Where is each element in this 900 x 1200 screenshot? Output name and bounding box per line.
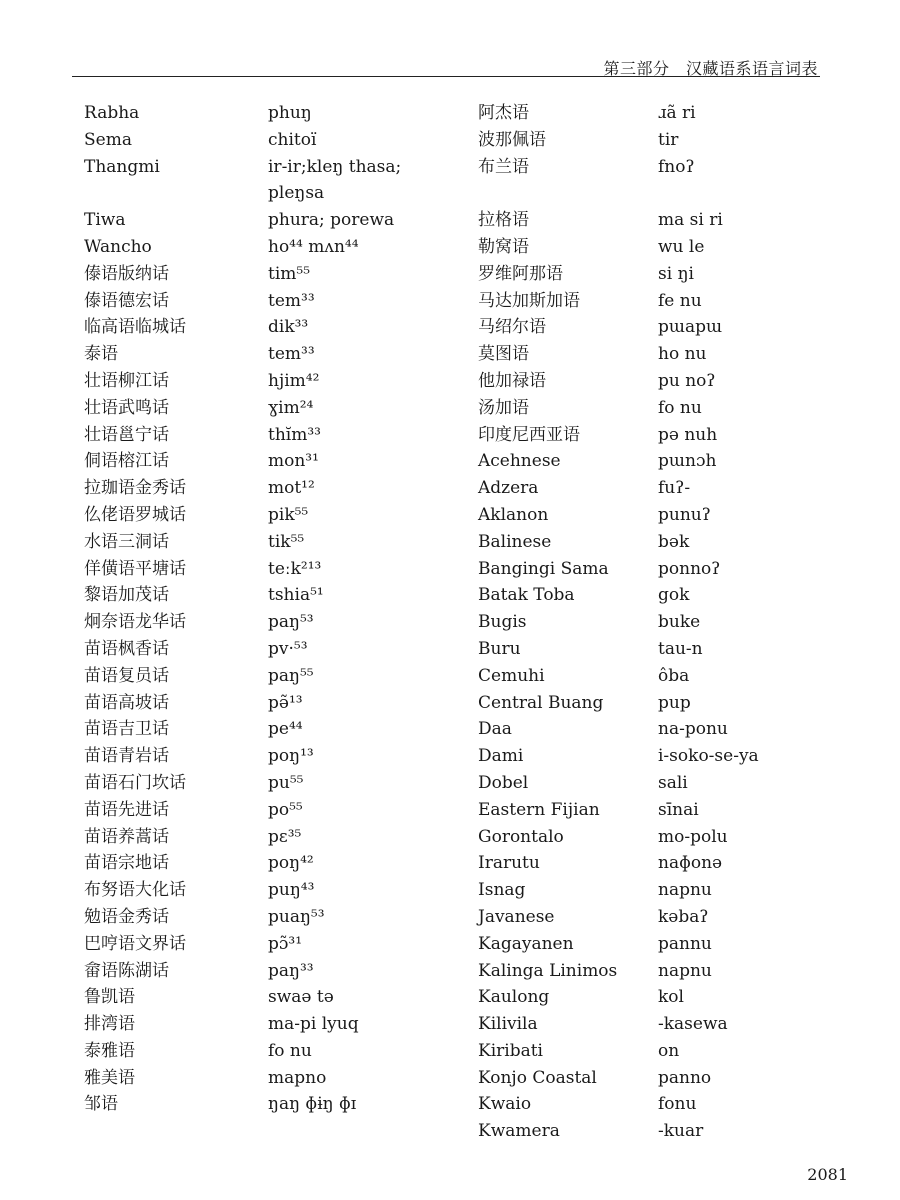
language-name: 侗语榕江话 (84, 451, 169, 472)
word-form: pɔ̃³¹ (268, 933, 303, 954)
language-name: Balinese (478, 531, 552, 552)
language-name: Batak Toba (478, 585, 575, 606)
word-form: sīnai (658, 799, 699, 820)
word-form: puaŋ⁵³ (268, 906, 325, 927)
left-word-column (268, 100, 418, 1118)
word-form: tem³³ (268, 344, 315, 365)
word-form: pɛ³⁵ (268, 826, 302, 847)
word-form: sali (658, 772, 688, 793)
word-form: pə̃¹³ (268, 692, 303, 713)
language-name: Aklanon (478, 504, 549, 525)
language-name: 鲁凯语 (84, 987, 135, 1008)
word-form: ɣim²⁴ (268, 397, 314, 418)
language-name: 傣语版纳话 (84, 263, 169, 284)
word-form: ho nu (658, 344, 707, 365)
language-name: Buru (478, 638, 521, 659)
word-form: on (658, 1040, 680, 1061)
language-name: 巴哼语文界话 (84, 933, 186, 954)
word-form: pe⁴⁴ (268, 719, 303, 740)
language-name: Kalinga Linimos (478, 960, 618, 981)
language-name: Bugis (478, 612, 527, 633)
word-form: teːk²¹³ (268, 558, 322, 579)
word-form: kəbaʔ (658, 906, 709, 927)
word-form: fo nu (658, 397, 702, 418)
word-form: ho⁴⁴ mʌn⁴⁴ (268, 236, 359, 257)
word-form: ŋaŋ ɸɨŋ ɸɪ (268, 1094, 357, 1115)
language-name: 汤加语 (478, 397, 529, 418)
word-form: ma-pi lyuq (268, 1014, 359, 1035)
language-name: 波那佩语 (478, 129, 546, 150)
word-form: fonu (658, 1094, 697, 1115)
word-form: chitoï (268, 129, 317, 150)
word-form: hjim⁴² (268, 370, 320, 391)
language-name: 他加禄语 (478, 370, 546, 391)
word-form: mapno (268, 1067, 327, 1088)
word-form: pə nuh (658, 424, 718, 445)
language-name: 排湾语 (84, 1014, 135, 1035)
running-header: 第三部分 汉藏语系语言词表 (603, 59, 818, 78)
word-form: fnoʔ (658, 156, 695, 177)
word-form: pu noʔ (658, 370, 716, 391)
word-form: ôba (658, 665, 690, 686)
language-name: Wancho (84, 236, 152, 257)
language-name: 勉语金秀话 (84, 906, 169, 927)
language-name: Tiwa (84, 210, 126, 231)
word-form: poŋ⁴² (268, 853, 314, 874)
language-name: 泰语 (84, 344, 118, 365)
word-form: ir-ir;kleŋ thasa; pleŋsa (268, 156, 402, 204)
word-form: paŋ⁵³ (268, 612, 314, 633)
word-form: napnu (658, 880, 712, 901)
word-form: mon³¹ (268, 451, 319, 472)
language-name: 苗语养蒿话 (84, 826, 169, 847)
word-form: puŋ⁴³ (268, 880, 315, 901)
language-name: 苗语枫香话 (84, 638, 169, 659)
language-name: Kaulong (478, 987, 550, 1008)
language-name: Adzera (478, 478, 539, 499)
language-name: Kwaio (478, 1094, 532, 1115)
language-name: 勒窝语 (478, 236, 529, 257)
language-name: Bangingi Sama (478, 558, 609, 579)
word-form: pannu (658, 933, 712, 954)
word-form: phura; porewa (268, 210, 395, 231)
word-form: pik⁵⁵ (268, 504, 309, 525)
word-form: punuʔ (658, 504, 711, 525)
language-name: Dobel (478, 772, 529, 793)
language-name: 畲语陈湖话 (84, 960, 169, 981)
language-name: Kiribati (478, 1040, 543, 1061)
language-name: Central Buang (478, 692, 604, 713)
language-name: 苗语复员话 (84, 665, 169, 686)
word-form: tik⁵⁵ (268, 531, 305, 552)
word-form: pv·⁵³ (268, 638, 308, 659)
language-name: 傣语德宏话 (84, 290, 169, 311)
language-name: Rabha (84, 103, 140, 123)
word-form: thĭm³³ (268, 424, 321, 445)
word-form: si ŋi (658, 263, 694, 284)
word-form: ponnoʔ (658, 558, 721, 579)
word-form: tshia⁵¹ (268, 585, 324, 606)
header-rule (72, 76, 820, 77)
language-name: Isnag (478, 880, 526, 901)
language-name: Thangmi (84, 156, 160, 177)
language-name: 马绍尔语 (478, 317, 546, 338)
word-form: bək (658, 531, 690, 552)
word-form: -kasewa (658, 1014, 728, 1035)
language-name: Daa (478, 719, 512, 740)
language-name: Konjo Coastal (478, 1067, 597, 1088)
language-name: Kwamera (478, 1121, 560, 1142)
word-form: kol (658, 987, 684, 1008)
language-name: 泰雅语 (84, 1040, 135, 1061)
language-name: 阿杰语 (478, 103, 529, 123)
word-form: naɸonə (658, 853, 723, 874)
left-language-column (84, 100, 254, 1118)
language-name: 莫图语 (478, 344, 529, 365)
language-name: 雅美语 (84, 1067, 135, 1088)
language-name: 布兰语 (478, 156, 529, 177)
language-name: Cemuhi (478, 665, 545, 686)
language-name: 印度尼西亚语 (478, 424, 580, 445)
language-name: 苗语青岩话 (84, 746, 169, 767)
word-form: tau-n (658, 638, 703, 659)
word-form: wu le (658, 236, 705, 257)
language-name: 拉格语 (478, 210, 529, 231)
word-form: dik³³ (268, 317, 309, 338)
word-form: fe nu (658, 290, 702, 311)
language-name: 苗语宗地话 (84, 853, 169, 874)
word-form: mot¹² (268, 478, 315, 499)
language-name: 马达加斯加语 (478, 290, 580, 311)
language-name: 苗语高坡话 (84, 692, 169, 713)
word-form: mo-polu (658, 826, 728, 847)
language-name: 临高语临城话 (84, 317, 186, 338)
word-form: fuʔ- (658, 478, 691, 499)
right-word-column (658, 100, 818, 1145)
language-name: 苗语石门坎话 (84, 772, 186, 793)
word-form: na-ponu (658, 719, 728, 740)
word-form: po⁵⁵ (268, 799, 303, 820)
language-name: Dami (478, 746, 524, 767)
word-form: pɯnɔh (658, 451, 717, 472)
language-name: Eastern Fijian (478, 799, 600, 820)
word-form: swaə tə (268, 987, 334, 1008)
word-form: pup (658, 692, 691, 713)
page-number: 2081 (807, 1165, 848, 1184)
language-name: 炯奈语龙华话 (84, 612, 186, 633)
right-language-column (478, 100, 638, 1145)
word-form: ɹã ri (658, 103, 696, 123)
language-name: 水语三洞话 (84, 531, 169, 552)
language-name: Kagayanen (478, 933, 574, 954)
language-name: 邹语 (84, 1094, 118, 1115)
word-form: -kuar (658, 1121, 704, 1142)
language-name: Kilivila (478, 1014, 538, 1035)
language-name: Gorontalo (478, 826, 564, 847)
word-form: ma si ri (658, 210, 723, 231)
language-name: Sema (84, 129, 132, 150)
language-name: 佯僙语平塘话 (84, 558, 186, 579)
word-form: phuŋ (268, 103, 312, 123)
word-form: napnu (658, 960, 712, 981)
word-form: tem³³ (268, 290, 315, 311)
language-name: Irarutu (478, 853, 540, 874)
word-form: gok (658, 585, 690, 606)
language-name: 壮语邕宁话 (84, 424, 169, 445)
language-name: 拉珈语金秀话 (84, 478, 186, 499)
word-form: pɯapɯ (658, 317, 723, 338)
language-name: 黎语加茂话 (84, 585, 169, 606)
language-name: 苗语先进话 (84, 799, 169, 820)
word-form: tir (658, 129, 679, 150)
language-name: 壮语武鸣话 (84, 397, 169, 418)
word-form: tim⁵⁵ (268, 263, 311, 284)
language-name: 罗维阿那语 (478, 263, 563, 284)
language-name: Acehnese (478, 451, 561, 472)
word-form: pu⁵⁵ (268, 772, 304, 793)
word-form: poŋ¹³ (268, 746, 314, 767)
language-name: Javanese (478, 906, 555, 927)
language-name: 布努语大化话 (84, 880, 186, 901)
word-form: i-soko-se-ya (658, 746, 759, 767)
word-form: buke (658, 612, 701, 633)
language-name: 壮语柳江话 (84, 370, 169, 391)
word-form: paŋ³³ (268, 960, 314, 981)
language-name: 苗语吉卫话 (84, 719, 169, 740)
language-name: 仫佬语罗城话 (84, 504, 186, 525)
word-form: panno (658, 1067, 712, 1088)
word-form: paŋ⁵⁵ (268, 665, 314, 686)
word-form: fo nu (268, 1040, 312, 1061)
